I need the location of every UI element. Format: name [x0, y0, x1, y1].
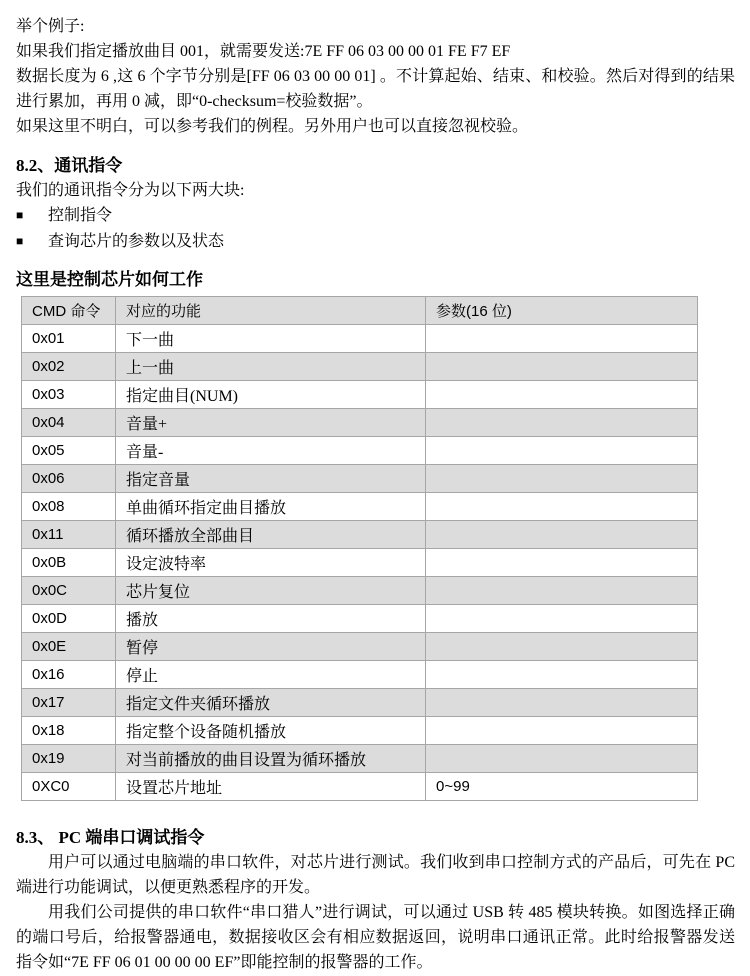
table-row	[22, 381, 698, 409]
column-header: CMD 命令	[22, 297, 116, 325]
column-header: 参数(16 位)	[426, 297, 698, 325]
table-row	[22, 521, 698, 549]
table-row	[22, 717, 698, 745]
param-cell	[426, 409, 698, 437]
table-caption: 这里是控制芯片如何工作	[16, 270, 203, 289]
cmd-cell: 0x16	[22, 661, 116, 689]
cmd-cell: 0x02	[22, 353, 116, 381]
param-cell	[426, 521, 698, 549]
function-cell: 上一曲	[116, 353, 426, 381]
function-cell: 指定曲目(NUM)	[116, 381, 426, 409]
section-83-heading: 8.3、 PC 端串口调试指令	[16, 828, 205, 847]
param-cell	[426, 661, 698, 689]
intro-example-line: 举个例子:	[16, 18, 85, 35]
bullet-item-label: 控制指令	[48, 207, 113, 224]
cmd-cell: 0x18	[22, 717, 116, 745]
function-cell: 暂停	[116, 633, 426, 661]
intro-send-line: 如果我们指定播放曲目 001，就需要发送:7E FF 06 03 00 00 01 FE F7 EF	[16, 43, 511, 60]
function-cell: 音量+	[116, 409, 426, 437]
table-row	[22, 745, 698, 773]
table-row	[22, 493, 698, 521]
table-row	[22, 409, 698, 437]
cmd-cell: 0x05	[22, 437, 116, 465]
cmd-cell: 0x01	[22, 325, 116, 353]
function-cell: 设定波特率	[116, 549, 426, 577]
bullet-item-control	[16, 203, 735, 229]
cmd-cell: 0x08	[22, 493, 116, 521]
table-row	[22, 353, 698, 381]
cmd-cell: 0x0B	[22, 549, 116, 577]
section-82-intro: 我们的通讯指令分为以下两大块:	[16, 182, 245, 199]
column-header: 对应的功能	[116, 297, 426, 325]
param-cell	[426, 437, 698, 465]
param-cell	[426, 353, 698, 381]
cmd-cell: 0x03	[22, 381, 116, 409]
cmd-cell: 0x11	[22, 521, 116, 549]
section-83-paragraph-1: 用户可以通过电脑端的串口软件，对芯片进行测试。我们收到串口控制方式的产品后，可先在 PC 端进行功能调试，以便更熟悉程序的开发。	[16, 854, 735, 896]
function-cell: 指定音量	[116, 465, 426, 493]
function-cell: 下一曲	[116, 325, 426, 353]
param-cell	[426, 605, 698, 633]
table-row	[22, 689, 698, 717]
function-cell: 对当前播放的曲目设置为循环播放	[116, 745, 426, 773]
bullet-item-label: 查询芯片的参数以及状态	[48, 233, 225, 250]
param-cell	[426, 717, 698, 745]
cmd-cell: 0XC0	[22, 773, 116, 801]
function-cell: 音量-	[116, 437, 426, 465]
function-cell: 设置芯片地址	[116, 773, 426, 801]
param-cell	[426, 577, 698, 605]
param-cell	[426, 689, 698, 717]
param-cell: 0~99	[426, 773, 698, 801]
section-83-paragraph-2: 用我们公司提供的串口软件“串口猎人”进行调试，可以通过 USB 转 485 模块转换。如图选择正确的端口号后，给报警器通电，数据接收区会有相应数据返回，说明串口通讯正常。此时给报警器发送指令如“7E FF 06 01 00 00 00 EF”即能控制的报警器的工作。	[16, 904, 735, 971]
function-cell: 指定整个设备随机播放	[116, 717, 426, 745]
section-82-heading: 8.2、通讯指令	[16, 156, 123, 175]
cmd-cell: 0x0C	[22, 577, 116, 605]
intro-note-line: 如果这里不明白，可以参考我们的例程。另外用户也可以直接忽视校验。	[16, 118, 529, 135]
table-row	[22, 549, 698, 577]
function-cell: 循环播放全部曲目	[116, 521, 426, 549]
param-cell	[426, 493, 698, 521]
table-header-row	[22, 297, 698, 325]
table-row	[22, 437, 698, 465]
command-table	[21, 296, 698, 801]
table-row	[22, 325, 698, 353]
function-cell: 播放	[116, 605, 426, 633]
square-bullet-icon: ■	[16, 234, 24, 248]
param-cell	[426, 549, 698, 577]
param-cell	[426, 745, 698, 773]
function-cell: 芯片复位	[116, 577, 426, 605]
cmd-cell: 0x04	[22, 409, 116, 437]
cmd-cell: 0x0E	[22, 633, 116, 661]
table-row	[22, 773, 698, 801]
square-bullet-icon: ■	[16, 208, 24, 222]
table-row	[22, 633, 698, 661]
command-table-body	[22, 325, 698, 801]
table-row	[22, 661, 698, 689]
cmd-cell: 0x19	[22, 745, 116, 773]
param-cell	[426, 465, 698, 493]
cmd-cell: 0x17	[22, 689, 116, 717]
intro-checksum-paragraph: 数据长度为 6 ,这 6 个字节分别是[FF 06 03 00 00 01] 。不计算起始、结束、和校验。然后对得到的结果进行累加，再用 0 减，即“0-checksum=校验数据”。	[16, 68, 735, 110]
table-row	[22, 605, 698, 633]
function-cell: 单曲循环指定曲目播放	[116, 493, 426, 521]
function-cell: 停止	[116, 661, 426, 689]
param-cell	[426, 325, 698, 353]
cmd-cell: 0x0D	[22, 605, 116, 633]
table-row	[22, 577, 698, 605]
param-cell	[426, 633, 698, 661]
bullet-item-query	[16, 229, 735, 255]
table-row	[22, 465, 698, 493]
cmd-cell: 0x06	[22, 465, 116, 493]
function-cell: 指定文件夹循环播放	[116, 689, 426, 717]
param-cell	[426, 381, 698, 409]
